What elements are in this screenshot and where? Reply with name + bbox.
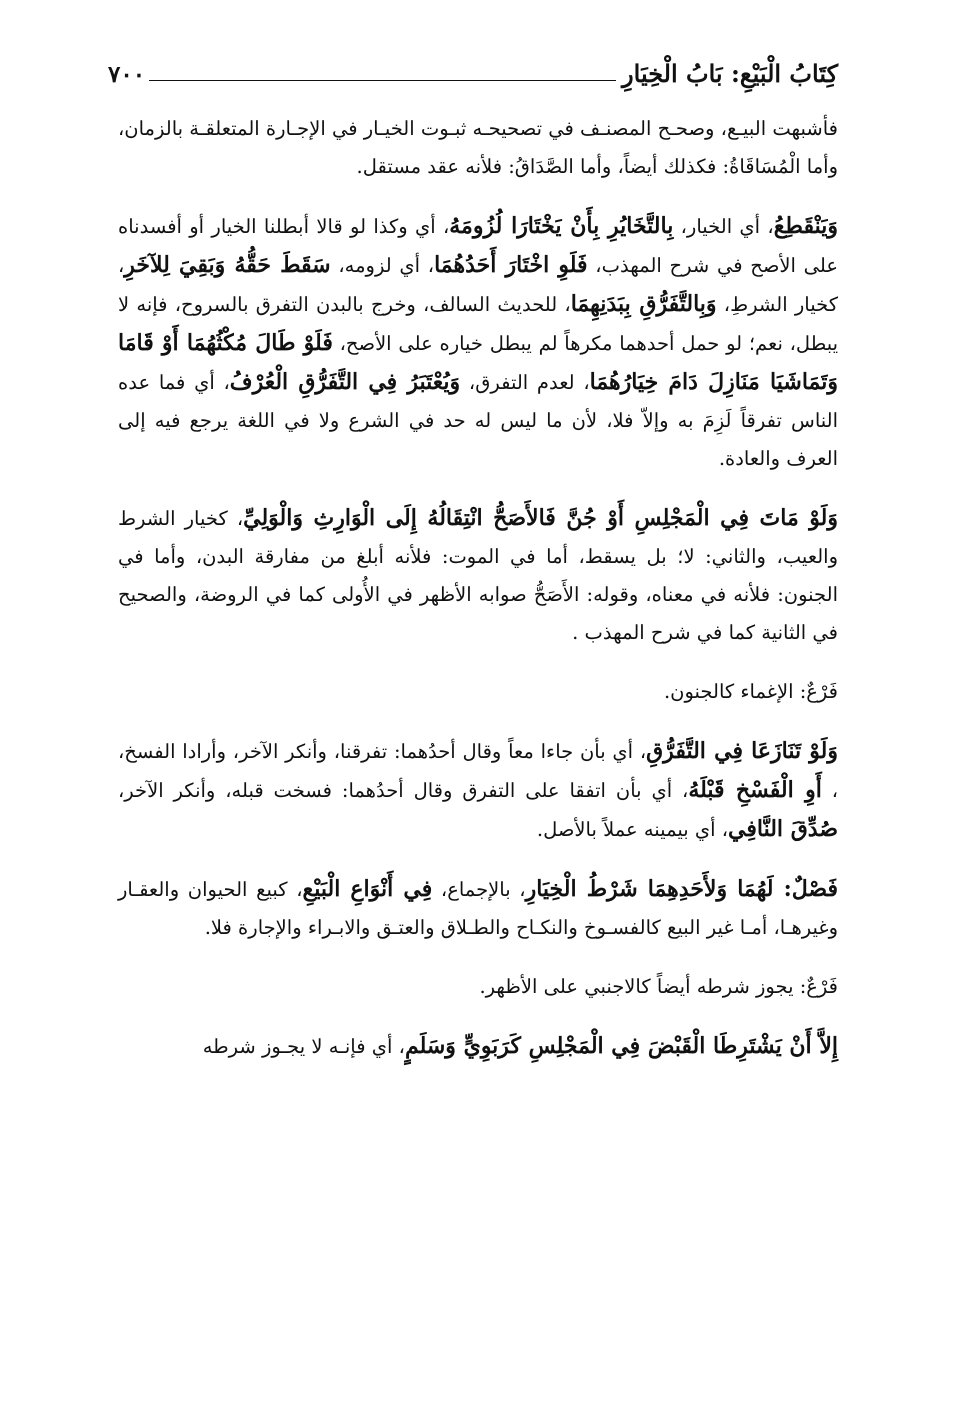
commentary-text: ، كبيع الحيوان والعقـار وغيرهـا، أمـا غير البيع كالفسـوخ والنكـاح والطـلاق والعتـق والابـراء والإجارة فلا.	[118, 878, 838, 939]
header-rule	[149, 80, 616, 81]
matn-text: فَلَوِ اخْتَارَ أَحَدُهُمَا	[434, 252, 588, 278]
commentary-text: ، أي فإنـه لا يجـوز شرطه	[202, 1035, 405, 1058]
commentary-text: ، أي الخيار،	[673, 215, 774, 238]
paragraph	[118, 1027, 838, 1066]
matn-text: فِي أَنْوَاعِ الْبَيْعِ	[302, 876, 433, 902]
matn-text: وَبِالتَّفَرُّقِ بِبَدَنِهِمَا	[570, 291, 717, 317]
paragraph	[118, 110, 838, 186]
page-number: ٧٠٠	[108, 61, 146, 88]
page-header	[108, 44, 838, 88]
paragraph	[118, 207, 838, 478]
matn-text: بِالتَّخَايُرِ بِأَنْ يَخْتَارَا لُزُومَهُ	[449, 213, 674, 239]
matn-text: صُدِّقَ النَّافِي	[728, 816, 838, 842]
commentary-text: ، بالإجماع،	[432, 878, 526, 901]
running-title: كِتَابُ الْبَيْعِ: بَابُ الْخِيَارِ	[622, 59, 838, 88]
paragraph	[118, 732, 838, 849]
matn-text: إِلاَّ أَنْ يَشْتَرِطَا الْقَبْضَ فِي الْمَجْلِسِ كَرَبَوِيٍّ وَسَلَمٍ	[404, 1033, 838, 1059]
paragraph	[118, 968, 838, 1006]
commentary-text: ، كخيار الشرطِ،	[118, 254, 838, 316]
commentary-text: فَرْعٌ: الإغماء كالجنون.	[663, 680, 838, 703]
commentary-text: فَرْعٌ: يجوز شرطه أيضاً كالاجنبي على الأظهر.	[479, 975, 838, 998]
commentary-text: فأشبهت البيـع، وصحـح المصنـف في تصحيحـه ثبـوت الخيـار في الإجـارة المتعلقـة بالزمان، وأما الْمُسَاقَاةُ: فكذلك أيضاً، وأما الصَّدَاقُ: فلأنه عقد مستقل.	[118, 117, 838, 178]
commentary-text: ، للحديث السالف، وخرج بالبدن التفرق بالسروح، فإنه لا يبطل، نعم؛ لو حمل أحدهما مكرهاً لم يبطل خياره على الأصح،	[118, 293, 838, 355]
commentary-text: ، أي بأن اتفقا على التفرق وقال أحدُهما: فسخت قبله، وأنكر الآخر،	[118, 779, 689, 802]
paragraph	[118, 499, 838, 652]
commentary-text: ، كخيار الشرط والعيب، والثاني: لا؛ بل يسقط، أما في الموت: فلأنه أبلغ من مفارقة البدن، وأما في الجنون: فلأنه في معناه، وقوله: الأَصَحُّ صوابه الأظهر في الأُولى كما في الروضة، والصحيح في الثانية كما في شرح المهذب .	[118, 507, 838, 644]
commentary-text: ، أي بيمينه عملاً بالأصل.	[536, 818, 729, 841]
matn-text: أَوِ الْفَسْخِ قَبْلَهُ	[688, 777, 822, 803]
commentary-text: ، لعدم التفرق،	[460, 371, 590, 394]
main-text	[118, 110, 838, 1087]
matn-text: وَلَوْ تَنَازَعَا فِي التَّفَرُّقِ	[646, 738, 838, 764]
paragraph	[118, 673, 838, 711]
commentary-text: ، أي لزومه،	[330, 254, 435, 277]
paragraph	[118, 870, 838, 947]
matn-text: وَيَنْقَطِعُ	[773, 213, 838, 239]
matn-text: وَلَوْ مَاتَ فِي الْمَجْلِسِ أَوْ جُنَّ فَالأَصَحُّ انْتِقَالُهُ إِلَى الْوَارِثِ وَالْوَلِيِّ	[243, 505, 838, 531]
commentary-text: ، أي وكذا لو قالا أبطلنا الخيار أو أفسدناه على الأصح في شرح المهذب،	[118, 215, 838, 277]
commentary-text: ، أي فما عده الناس تفرقاً لَزِمَ به وإلاّ فلا، لأن ما ليس له حد في الشرع ولا في اللغة يرجع فيه إلى العرف والعادة.	[118, 371, 838, 470]
matn-text: فَصْلٌ: لَهُمَا وَلأَحَدِهِمَا شَرْطُ الْخِيَارِ	[525, 876, 838, 902]
matn-text: سَقَطَ حَقُّهُ وَبَقِيَ لِلآخَرِ	[124, 252, 331, 278]
commentary-text: ، أي بأن جاءا معاً وقال أحدُهما: تفرقنا، وأنكر الآخر، وأرادا الفسخ، ،	[118, 740, 839, 802]
matn-text: فَلَوْ طَالَ مُكْثُهُمَا أَوْ قَامَا وَتَمَاشَيَا مَنَازِلَ دَامَ خِيَارُهُمَا	[118, 330, 838, 395]
matn-text: وَيُعْتَبَرُ فِي التَّفَرُّقِ الْعُرْفُ	[229, 369, 461, 395]
